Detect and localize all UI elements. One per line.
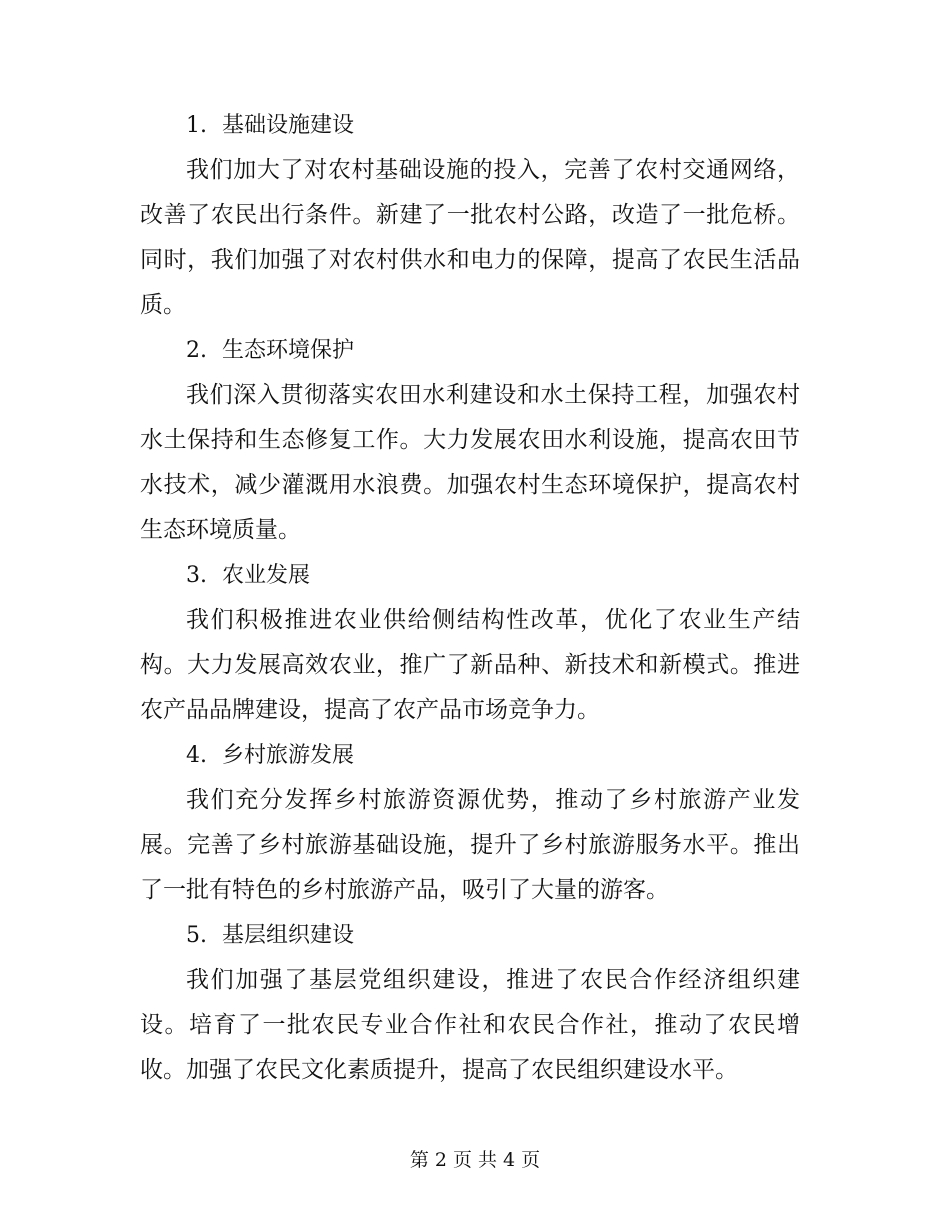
section-heading: [140, 328, 800, 373]
section-heading: [140, 733, 800, 778]
section-title: 乡村旅游发展: [222, 743, 355, 768]
page-footer: [0, 1148, 950, 1172]
section-paragraph: 我们深入贯彻落实农田水利建设和水土保持工程，加强农村水土保持和生态修复工作。大力发展农田水利设施，提高农田节水技术，减少灌溉用水浪费。加强农村生态环境保护，提高农村生态环境质量。: [140, 382, 800, 543]
section-heading: [140, 103, 800, 148]
section-paragraph: 我们积极推进农业供给侧结构性改革，优化了农业生产结构。大力发展高效农业，推广了新品种、新技术和新模式。推进农产品品牌建设，提高了农产品市场竞争力。: [140, 607, 800, 723]
section-number: 2.: [186, 338, 207, 363]
section-heading: [140, 553, 800, 598]
page-number-label: 第 2 页 共 4 页: [409, 1149, 541, 1171]
section-title: 基层组织建设: [222, 923, 355, 948]
section-number: 3.: [186, 563, 207, 588]
section-heading: [140, 913, 800, 958]
section-number: 4.: [186, 743, 207, 768]
section-number: 5.: [186, 923, 207, 948]
document-body: [140, 103, 800, 1093]
section-title: 基础设施建设: [222, 113, 355, 138]
section-paragraph: 我们加大了对农村基础设施的投入，完善了农村交通网络，改善了农民出行条件。新建了一批农村公路，改造了一批危桥。同时，我们加强了对农村供水和电力的保障，提高了农民生活品质。: [140, 157, 800, 318]
section-paragraph: 我们充分发挥乡村旅游资源优势，推动了乡村旅游产业发展。完善了乡村旅游基础设施，提升了乡村旅游服务水平。推出了一批有特色的乡村旅游产品，吸引了大量的游客。: [140, 787, 800, 903]
section-number: 1.: [186, 113, 207, 138]
section-title: 农业发展: [222, 563, 311, 588]
section-title: 生态环境保护: [222, 338, 355, 363]
section-paragraph: 我们加强了基层党组织建设，推进了农民合作经济组织建设。培育了一批农民专业合作社和农民合作社，推动了农民增收。加强了农民文化素质提升，提高了农民组织建设水平。: [140, 967, 800, 1083]
